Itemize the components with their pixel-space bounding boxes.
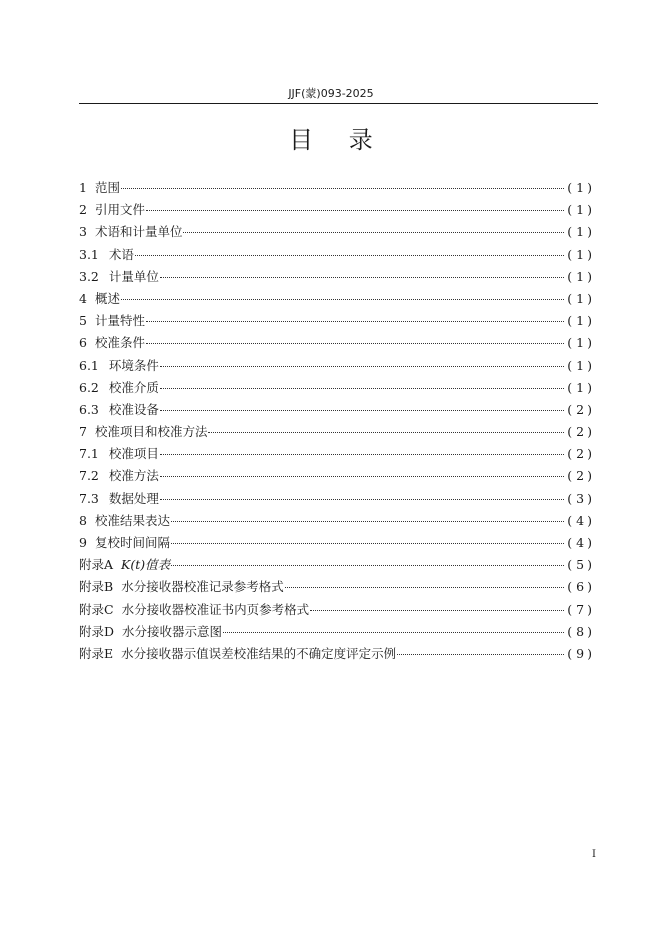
toc-entry-title: 校准项目 xyxy=(108,446,159,462)
toc-entry-title: 引用文件 xyxy=(94,202,145,218)
toc-entry-title: 水分接收器校准记录参考格式 xyxy=(121,579,284,595)
toc-entry-number: 3.2 xyxy=(79,268,99,284)
toc-entry-number: 3 xyxy=(79,224,87,240)
toc-entry-number: 附录A xyxy=(79,557,114,573)
toc-entry[interactable] xyxy=(79,177,593,199)
toc-entry-title: 水分接收器校准证书内页参考格式 xyxy=(121,601,310,617)
toc-entry[interactable] xyxy=(79,199,593,221)
toc-page-number: 1 xyxy=(576,180,585,195)
toc-entry-number: 6.1 xyxy=(79,357,99,373)
toc-leader-dots xyxy=(285,586,565,588)
toc-entry-number: 2 xyxy=(79,202,87,218)
toc-page-number: 2 xyxy=(576,424,585,440)
toc-entry-page: ( 2 ) xyxy=(567,399,593,421)
toc-entry-title: 计量单位 xyxy=(108,268,159,284)
toc-entry-label xyxy=(79,465,159,487)
toc-entry-page: ( 1 ) xyxy=(567,377,593,399)
toc-entry-label xyxy=(79,332,145,354)
toc-entry-number: 6.3 xyxy=(79,401,99,417)
toc-entry-page: ( 1 ) xyxy=(567,332,593,354)
toc-entry-title: 校准项目和校准方法 xyxy=(94,424,208,440)
toc-leader-dots xyxy=(160,276,564,278)
toc-entry-label xyxy=(79,199,145,221)
toc-entry-label xyxy=(79,288,120,310)
toc-page-number: 1 xyxy=(576,246,585,262)
toc-entry-label xyxy=(79,510,170,532)
toc-page-number: 9 xyxy=(576,645,585,661)
toc-entry-title: 校准结果表达 xyxy=(94,512,170,528)
toc-entry-page: ( 5 ) xyxy=(567,554,593,576)
toc-leader-dots xyxy=(135,254,564,256)
toc-entry[interactable] xyxy=(79,266,593,288)
toc-page-number: 1 xyxy=(576,224,585,240)
toc-entry-title: 数据处理 xyxy=(108,490,159,506)
toc-entry-page: ( 1 ) xyxy=(567,355,593,377)
toc-entry-title: 水分接收器示值误差校准结果的不确定度评定示例 xyxy=(121,645,397,661)
toc-page-number: 2 xyxy=(576,446,585,462)
toc-leader-dots xyxy=(223,631,564,633)
toc-entry[interactable] xyxy=(79,399,593,421)
toc-leader-dots xyxy=(160,387,564,389)
toc-entry[interactable] xyxy=(79,244,593,266)
toc-entry-title: K(t)值表 xyxy=(121,557,171,573)
toc-entry-label xyxy=(79,643,396,665)
page-title: 目 录 xyxy=(289,126,387,154)
toc-leader-dots xyxy=(171,520,564,522)
toc-entry[interactable] xyxy=(79,532,593,554)
toc-entry-page: ( 7 ) xyxy=(567,599,593,621)
toc-entry-number: 7.2 xyxy=(79,468,99,484)
toc-entry-page: ( 8 ) xyxy=(567,621,593,643)
toc-entry-title: 校准设备 xyxy=(108,401,159,417)
toc-leader-dots xyxy=(160,475,564,477)
toc-leader-dots xyxy=(146,209,564,211)
toc-leader-dots xyxy=(183,231,564,233)
toc-entry-page: ( 1 ) xyxy=(567,221,593,243)
toc-entry-page: ( 1 ) xyxy=(567,244,593,266)
toc-entry-page: ( 9 ) xyxy=(567,643,593,665)
toc-entry-label xyxy=(79,421,207,443)
toc-page-number: 1 xyxy=(576,313,585,329)
toc-entry[interactable] xyxy=(79,576,593,598)
toc-entry-number: 3.1 xyxy=(79,246,99,262)
toc-page-number: 7 xyxy=(576,601,585,617)
toc-page-number: 5 xyxy=(576,557,585,573)
toc-leader-dots xyxy=(121,187,564,189)
toc-entry-label xyxy=(79,399,159,421)
toc-page-number: 1 xyxy=(576,290,585,306)
toc-entry-number: 1 xyxy=(79,180,87,195)
toc-entry[interactable] xyxy=(79,443,593,465)
toc-entry-title: 术语 xyxy=(108,246,134,262)
toc-entry-number: 附录B xyxy=(79,579,114,595)
toc-entry-number: 7 xyxy=(79,424,87,440)
toc-entry-page: ( 4 ) xyxy=(567,532,593,554)
toc-entry-title: 复校时间间隔 xyxy=(94,535,170,550)
toc-page-number: 1 xyxy=(576,268,585,284)
toc-entry-label xyxy=(79,621,222,643)
toc-entry-number: 9 xyxy=(79,535,87,550)
toc-entry-label xyxy=(79,377,159,399)
toc-entry-title: 水分接收器示意图 xyxy=(122,623,223,639)
toc-entry-label xyxy=(79,177,120,199)
toc-entry[interactable] xyxy=(79,355,593,377)
toc-entry-title: 计量特性 xyxy=(94,313,145,329)
toc-entry[interactable] xyxy=(79,510,593,532)
toc-entry-label xyxy=(79,488,159,510)
toc-leader-dots xyxy=(208,431,564,433)
toc-page-number: 4 xyxy=(576,512,585,528)
toc-entry-number: 附录D xyxy=(79,623,115,639)
toc-page-number: 4 xyxy=(576,535,585,550)
toc-entry-label xyxy=(79,221,182,243)
toc-entry-number: 7.3 xyxy=(79,490,99,506)
toc-entry-page: ( 1 ) xyxy=(567,288,593,310)
toc-leader-dots xyxy=(171,542,564,544)
toc-leader-dots xyxy=(160,365,564,367)
toc-leader-dots xyxy=(146,342,564,344)
toc-entry-number: 8 xyxy=(79,512,87,528)
toc-leader-dots xyxy=(160,453,564,455)
toc-entry-page: ( 3 ) xyxy=(567,488,593,510)
toc-page-number: 6 xyxy=(576,579,585,595)
toc-entry[interactable] xyxy=(79,554,593,576)
toc-entry-title: 术语和计量单位 xyxy=(94,224,183,240)
toc-entry[interactable] xyxy=(79,221,593,243)
toc-entry-page: ( 2 ) xyxy=(567,443,593,465)
toc-entry-label xyxy=(79,532,170,554)
toc-entry[interactable] xyxy=(79,465,593,487)
toc-entry[interactable] xyxy=(79,599,593,621)
toc-entry-number: 附录E xyxy=(79,645,114,661)
toc-entry-label xyxy=(79,599,309,621)
toc-entry[interactable] xyxy=(79,621,593,643)
table-of-contents xyxy=(79,177,593,665)
toc-entry[interactable] xyxy=(79,332,593,354)
header-rule xyxy=(79,103,598,104)
toc-entry[interactable] xyxy=(79,643,593,665)
toc-leader-dots xyxy=(121,298,564,300)
toc-entry-label xyxy=(79,310,145,332)
toc-page-number: 2 xyxy=(576,468,585,484)
toc-entry-page: ( 1 ) xyxy=(567,199,593,221)
toc-entry-page: ( 2 ) xyxy=(567,465,593,487)
toc-page-number: 1 xyxy=(576,335,585,351)
toc-entry-number: 4 xyxy=(79,290,87,306)
toc-leader-dots xyxy=(160,498,564,500)
toc-entry-number: 6 xyxy=(79,335,87,351)
toc-entry[interactable] xyxy=(79,377,593,399)
toc-page-number: 1 xyxy=(576,379,585,395)
toc-entry[interactable] xyxy=(79,488,593,510)
toc-entry[interactable] xyxy=(79,288,593,310)
toc-entry-label xyxy=(79,554,170,576)
toc-entry-title: 范围 xyxy=(94,180,120,195)
toc-entry-page: ( 1 ) xyxy=(567,266,593,288)
toc-page-number: 3 xyxy=(576,490,585,506)
toc-entry-number: 附录C xyxy=(79,601,114,617)
toc-entry-label xyxy=(79,244,134,266)
toc-entry-label xyxy=(79,443,159,465)
toc-entry[interactable] xyxy=(79,421,593,443)
toc-entry-title: 校准方法 xyxy=(108,468,159,484)
toc-page-number: 1 xyxy=(576,357,585,373)
toc-entry-page: ( 6 ) xyxy=(567,576,593,598)
toc-leader-dots xyxy=(146,320,564,322)
toc-entry-page: ( 1 ) xyxy=(567,177,593,199)
toc-leader-dots xyxy=(171,564,564,566)
toc-entry-label xyxy=(79,576,284,598)
toc-page-number: 2 xyxy=(576,401,585,417)
toc-entry-number: 5 xyxy=(79,313,87,329)
toc-leader-dots xyxy=(397,653,564,655)
toc-entry-title: 校准介质 xyxy=(108,379,159,395)
toc-entry-title: 概述 xyxy=(94,290,120,306)
toc-entry-title: 环境条件 xyxy=(108,357,159,373)
toc-leader-dots xyxy=(160,409,564,411)
toc-page-number: 8 xyxy=(576,623,585,639)
toc-leader-dots xyxy=(310,609,564,611)
toc-entry-page: ( 1 ) xyxy=(567,310,593,332)
toc-entry[interactable] xyxy=(79,310,593,332)
toc-entry-number: 6.2 xyxy=(79,379,99,395)
toc-entry-page: ( 4 ) xyxy=(567,510,593,532)
toc-entry-page: ( 2 ) xyxy=(567,421,593,443)
toc-entry-number: 7.1 xyxy=(79,446,99,462)
toc-entry-label xyxy=(79,266,159,288)
page-number: I xyxy=(592,849,596,860)
document-code: JJF(蒙)093-2025 xyxy=(288,87,374,100)
toc-entry-label xyxy=(79,355,159,377)
toc-entry-title: 校准条件 xyxy=(94,335,145,351)
toc-page-number: 1 xyxy=(576,202,585,218)
